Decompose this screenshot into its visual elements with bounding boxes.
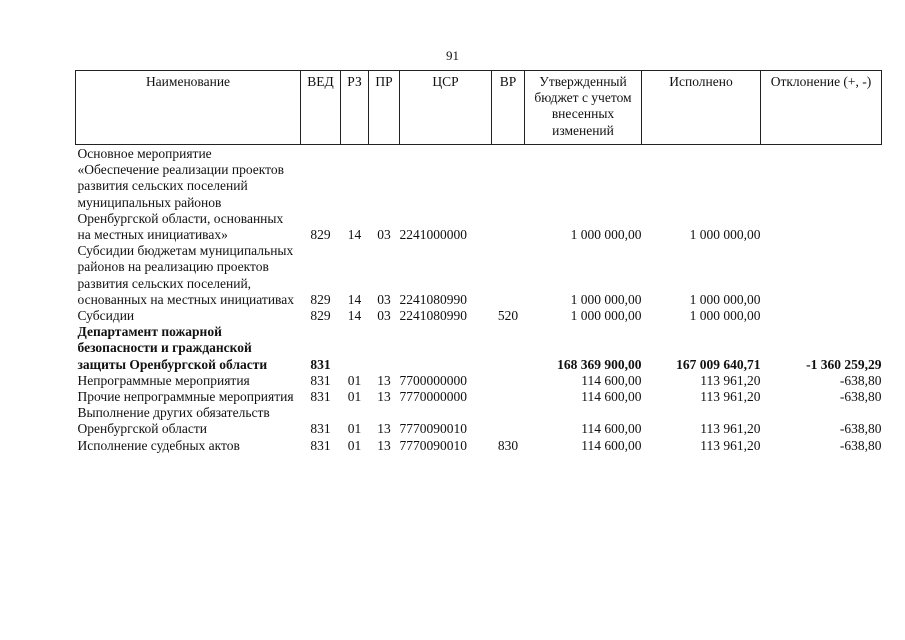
- row-csr: 7770090010: [399, 437, 467, 453]
- row-budget: 1 000 000,00: [570, 308, 642, 324]
- row-executed: 113 961,20: [700, 372, 761, 388]
- header-ved: ВЕД: [301, 71, 341, 145]
- row-vr: [492, 405, 525, 437]
- row-deviation: -1 360 259,29: [806, 356, 882, 372]
- row-name: Субсидии бюджетам муниципальных районов на реализацию проектов развития сельских поселений, основанных на местных инициативах: [77, 243, 294, 307]
- header-rz: РЗ: [341, 71, 369, 145]
- row-pr: [369, 324, 400, 373]
- budget-execution-table: [75, 70, 882, 454]
- row-csr: 2241080990: [399, 291, 467, 307]
- row-rz: 14: [347, 227, 362, 243]
- header-budget: Утвержденный бюджет с учетом внесенных изменений: [525, 71, 642, 145]
- header-name: Наименование: [76, 71, 301, 145]
- row-csr: 7770000000: [399, 389, 467, 405]
- row-executed: 113 961,20: [700, 437, 761, 453]
- row-vr: [492, 243, 525, 308]
- row-deviation: -638,80: [839, 437, 882, 453]
- row-budget: 114 600,00: [581, 372, 642, 388]
- row-ved: 831: [310, 356, 331, 372]
- header-executed: Исполнено: [642, 71, 761, 145]
- row-name: Исполнение судебных актов: [77, 437, 240, 453]
- row-rz: 01: [347, 389, 362, 405]
- row-csr: 2241000000: [399, 227, 467, 243]
- table-row: [76, 145, 882, 244]
- row-ved: 831: [310, 372, 331, 388]
- row-name: Прочие непрограммные мероприятия: [77, 389, 294, 405]
- row-budget: 114 600,00: [581, 389, 642, 405]
- row-budget: 168 369 900,00: [557, 356, 642, 372]
- row-rz: 01: [347, 437, 362, 453]
- row-csr: 2241080990: [399, 308, 467, 324]
- table-row: [76, 389, 882, 405]
- row-name: Департамент пожарной безопасности и гражданской защиты Оренбургской области: [77, 324, 268, 372]
- row-deviation: -638,80: [839, 372, 882, 388]
- row-pr: 03: [377, 227, 391, 243]
- row-rz: [341, 324, 369, 373]
- row-budget: 1 000 000,00: [570, 291, 642, 307]
- row-ved: 829: [310, 227, 331, 243]
- page-number: 91: [446, 48, 459, 63]
- row-pr: 13: [377, 372, 391, 388]
- row-name: Непрограммные мероприятия: [77, 372, 250, 388]
- row-deviation: -638,80: [839, 421, 882, 437]
- table-header-row: [76, 71, 882, 145]
- row-name: Субсидии: [77, 308, 135, 324]
- row-executed: 1 000 000,00: [689, 227, 761, 243]
- row-rz: 14: [347, 308, 362, 324]
- row-name: Основное мероприятие «Обеспечение реализации проектов развития сельских поселений муниципальных районов Оренбургской области, основанных на местных инициативах»: [77, 146, 284, 243]
- row-executed: 1 000 000,00: [689, 291, 761, 307]
- row-rz: 01: [347, 372, 362, 388]
- row-vr: 520: [497, 308, 519, 324]
- row-csr: [400, 324, 492, 373]
- row-ved: 831: [310, 437, 331, 453]
- row-rz: 01: [347, 421, 362, 437]
- row-pr: 03: [377, 291, 391, 307]
- row-vr: [492, 324, 525, 373]
- table-row: [76, 373, 882, 389]
- table-row: [76, 405, 882, 437]
- row-deviation: [761, 145, 882, 244]
- header-vr: ВР: [492, 71, 525, 145]
- row-vr: [492, 389, 525, 405]
- table-row: [76, 308, 882, 324]
- row-deviation: [761, 308, 882, 324]
- row-rz: 14: [347, 291, 362, 307]
- row-ved: 829: [310, 308, 331, 324]
- row-vr: [492, 145, 525, 244]
- row-ved: 831: [310, 421, 331, 437]
- row-budget: 1 000 000,00: [570, 227, 642, 243]
- header-pr: ПР: [369, 71, 400, 145]
- header-deviation: Отклонение (+, -): [761, 71, 882, 145]
- row-csr: 7700000000: [399, 372, 467, 388]
- row-executed: 167 009 640,71: [676, 356, 761, 372]
- row-vr: 830: [497, 437, 519, 453]
- row-csr: 7770090010: [399, 421, 467, 437]
- table-row: [76, 324, 882, 373]
- row-executed: 113 961,20: [700, 389, 761, 405]
- table-row: [76, 438, 882, 454]
- row-pr: 13: [377, 437, 391, 453]
- row-pr: 13: [377, 389, 391, 405]
- row-ved: 831: [310, 389, 331, 405]
- row-ved: 829: [310, 291, 331, 307]
- header-csr: ЦСР: [400, 71, 492, 145]
- row-executed: 1 000 000,00: [689, 308, 761, 324]
- row-executed: 113 961,20: [700, 421, 761, 437]
- row-pr: 03: [377, 308, 391, 324]
- row-budget: 114 600,00: [581, 421, 642, 437]
- row-deviation: [761, 243, 882, 308]
- row-vr: [492, 373, 525, 389]
- row-name: Выполнение других обязательств Оренбургской области: [77, 405, 270, 437]
- row-deviation: -638,80: [839, 389, 882, 405]
- row-budget: 114 600,00: [581, 437, 642, 453]
- table-row: [76, 243, 882, 308]
- row-pr: 13: [377, 421, 391, 437]
